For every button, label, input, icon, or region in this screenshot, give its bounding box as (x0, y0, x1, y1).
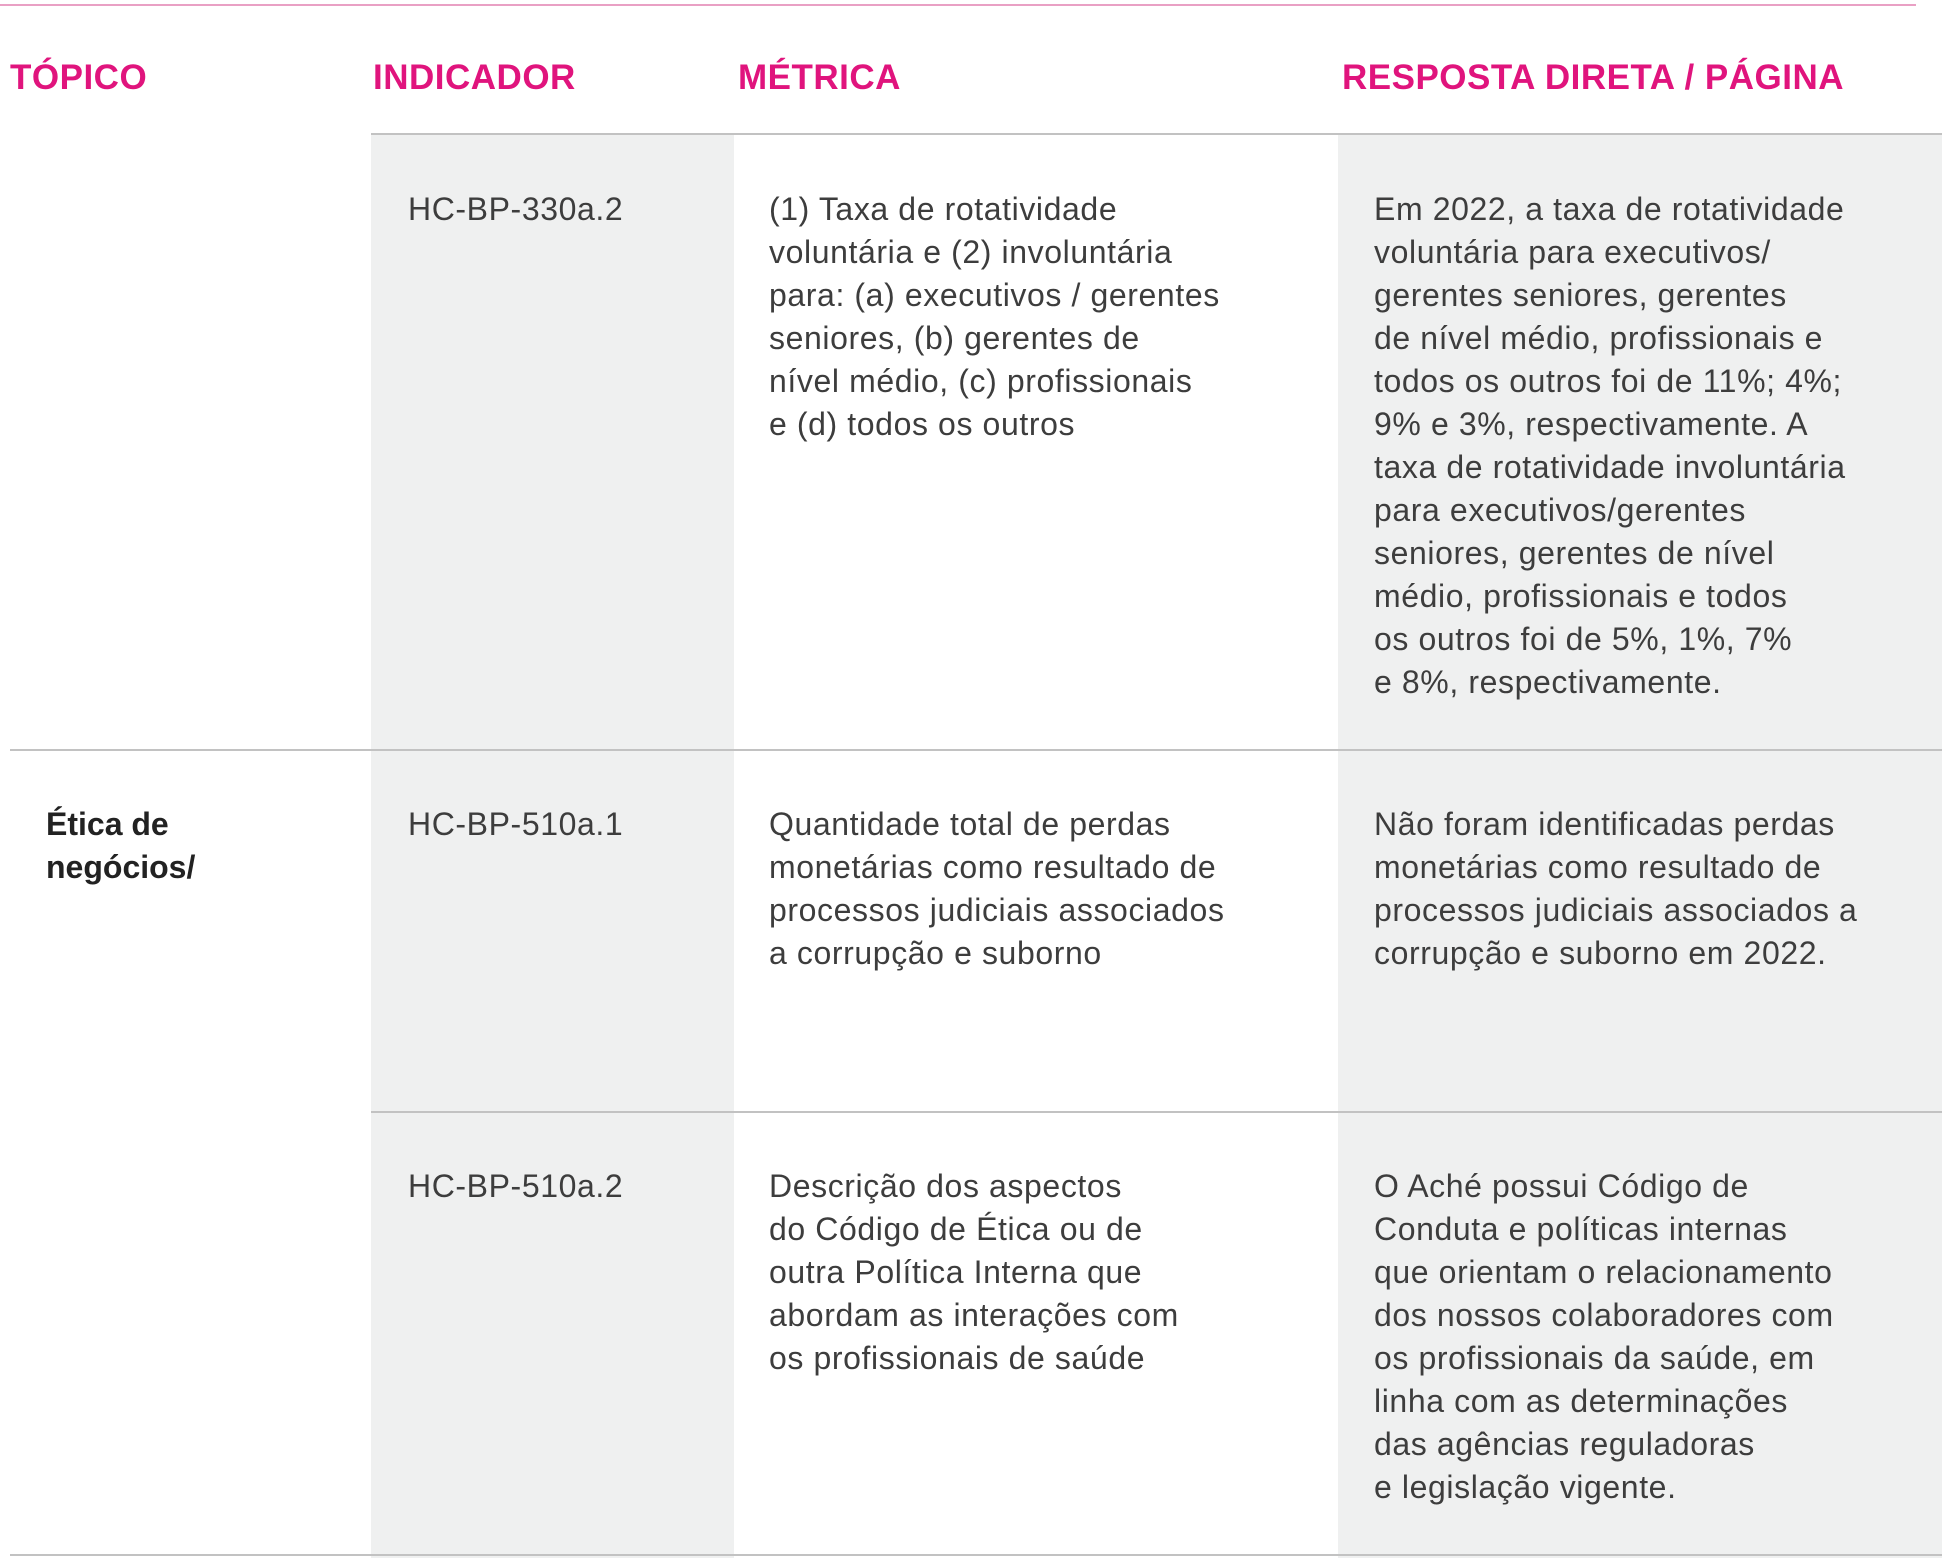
row2-response: Não foram identificadas perdas monetárias como resultado de processos judiciais associados a corrupção e suborno em 2022. (1374, 806, 1858, 971)
header-topic: TÓPICO (10, 58, 148, 97)
table-bottom-rule (10, 1554, 1942, 1556)
row1-response: Em 2022, a taxa de rotatividade voluntária para executivos/ gerentes seniores, gerentes de nível médio, profissionais e todos os outros foi de 11%; 4%; 9% e 3%, respectivamente. A taxa de rotatividade involuntária para executivos/gerentes seniores, gerentes de nível médio, profissionais e todos os outros foi de 5%, 1%, 7% e 8%, respectivamente. (1374, 191, 1846, 700)
header-response: RESPOSTA DIRETA / PÁGINA (1342, 58, 1845, 97)
row3-indicator: HC-BP-510a.2 (408, 1168, 624, 1204)
header-indicator: INDICADOR (373, 58, 576, 97)
topic-label: Ética de negócios/ (46, 806, 196, 885)
row-divider-subrow (371, 1111, 1942, 1113)
row2-metric: Quantidade total de perdas monetárias como resultado de processos judiciais associados a corrupção e suborno (769, 806, 1225, 971)
indicator-column-shade (371, 134, 734, 1558)
row3-metric: Descrição dos aspectos do Código de Ética ou de outra Política Interna que abordam as interações com os profissionais de saúde (769, 1168, 1179, 1376)
header-bottom-rule (371, 133, 1942, 135)
top-accent-rule (0, 4, 1916, 6)
row3-response: O Aché possui Código de Conduta e políticas internas que orientam o relacionamento dos nossos colaboradores com os profissionais da saúde, em linha com as determinações das agências reguladoras e legislação vigente. (1374, 1168, 1834, 1505)
row1-indicator: HC-BP-330a.2 (408, 191, 624, 227)
row1-metric: (1) Taxa de rotatividade voluntária e (2) involuntária para: (a) executivos / gerentes seniores, (b) gerentes de nível médio, (c) profissionais e (d) todos os outros (769, 191, 1220, 442)
row2-indicator: HC-BP-510a.1 (408, 806, 624, 842)
header-metric: MÉTRICA (738, 58, 901, 97)
row-divider-topic (10, 749, 1942, 751)
